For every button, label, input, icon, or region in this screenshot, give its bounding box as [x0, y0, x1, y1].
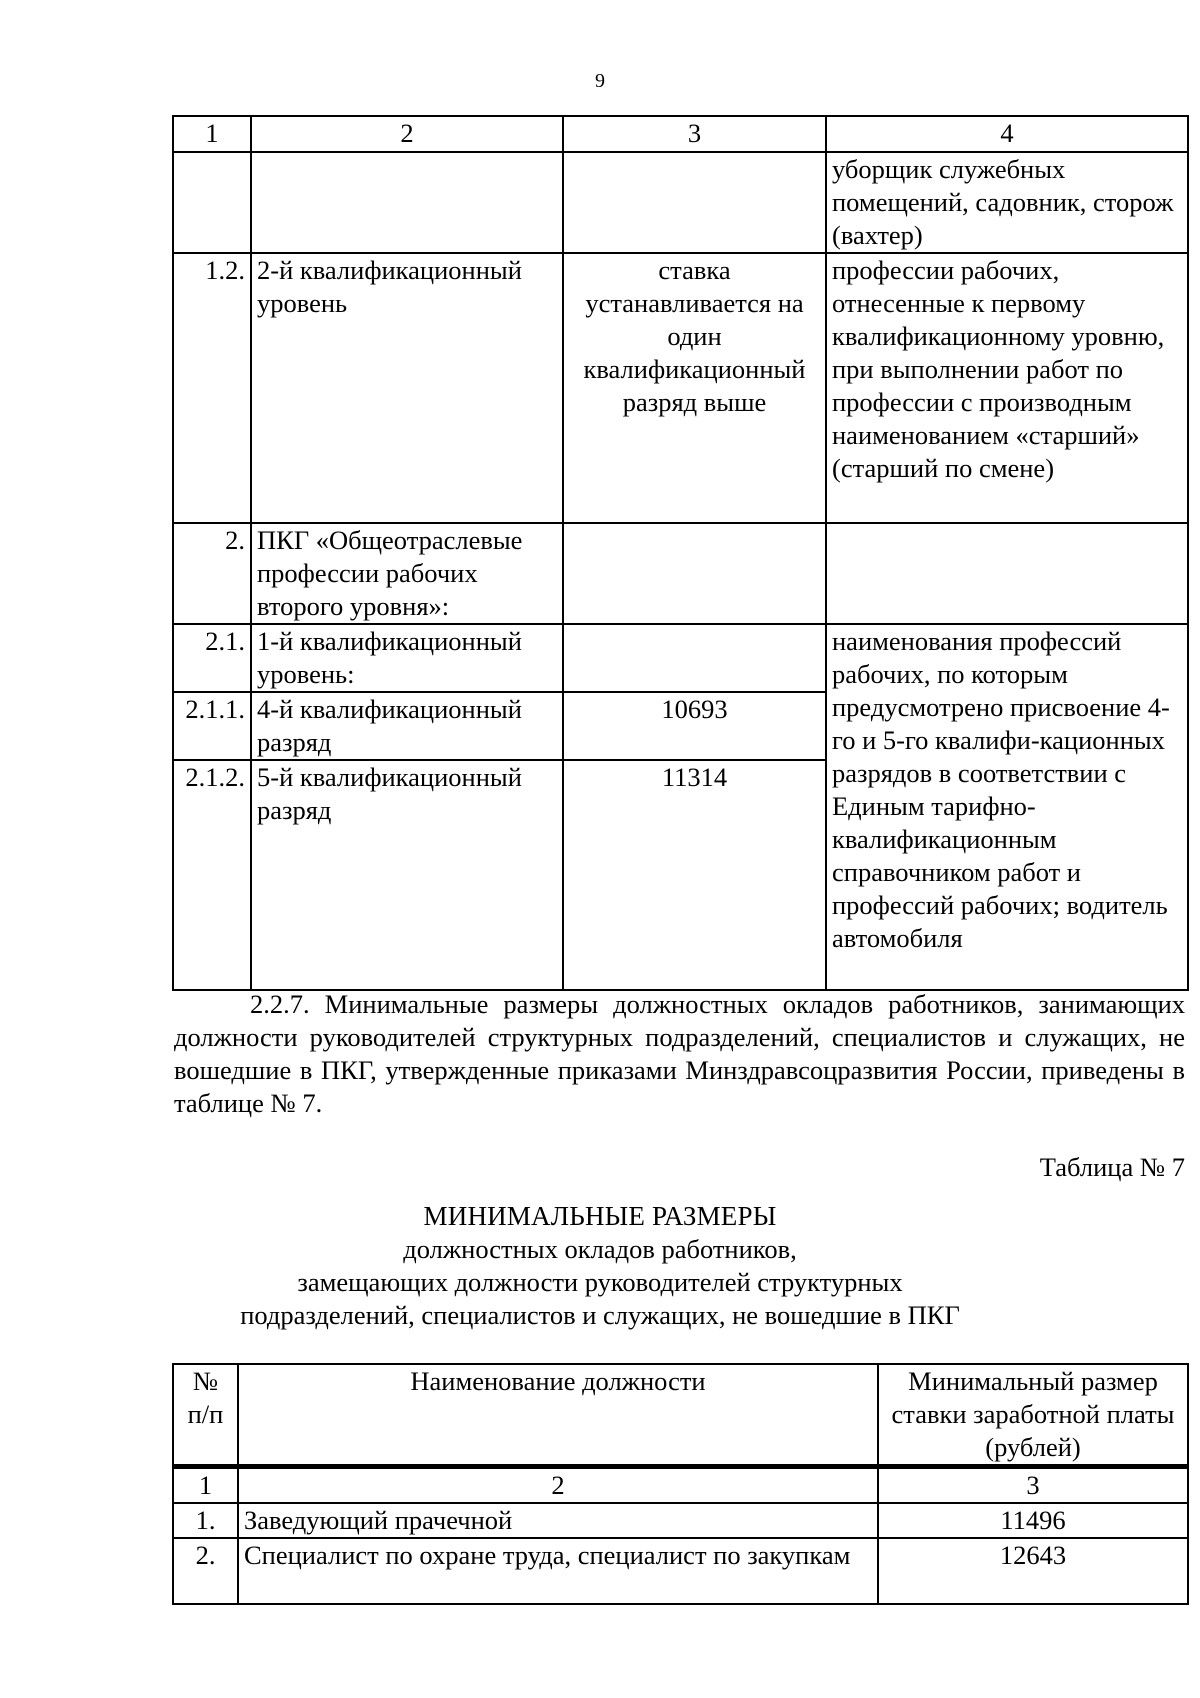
table-label: Таблица № 7: [1039, 1152, 1185, 1182]
row-rate: 11314: [563, 760, 826, 990]
row-rate: 12643: [878, 1538, 1188, 1604]
table-cell: [826, 523, 1188, 624]
row-name: 5-й квалификационный разряд: [251, 760, 563, 990]
table-row: [173, 1503, 1188, 1538]
table-row: [173, 523, 1188, 624]
row-rate: 10693: [563, 692, 826, 760]
row-number: 2.1.2.: [173, 760, 251, 990]
table-cell: [173, 152, 251, 253]
qualification-table: [172, 115, 1189, 991]
table-cell: [563, 624, 826, 692]
table-heading: [0, 1200, 1200, 1332]
row-number: 1.2.: [173, 253, 251, 523]
table-cell: [563, 152, 826, 253]
table-cell: уборщик служебных помещений, садовник, сторож (вахтер): [826, 152, 1188, 253]
row-name: ПКГ «Общеотраслевые профессии рабочих второго уровня»:: [251, 523, 563, 624]
row-name: Специалист по охране труда, специалист по закупкам: [238, 1538, 878, 1604]
header-rate: Минимальный размер ставки заработной платы (рублей): [878, 1364, 1188, 1467]
row-name: Заведующий прачечной: [238, 1503, 878, 1538]
row-name: 1-й квалификационный уровень:: [251, 624, 563, 692]
table-row: [173, 624, 1188, 692]
row-rate: ставка устанавливается на один квалификационный разряд выше: [563, 253, 826, 523]
row-number: 2.: [173, 1538, 238, 1604]
heading-line: замещающих должности руководителей структурных: [297, 1267, 903, 1297]
table-row: [173, 152, 1188, 253]
index-cell: 2: [238, 1467, 878, 1504]
index-cell: 1: [173, 1467, 238, 1504]
row-number: 2.: [173, 523, 251, 624]
row-number: 1.: [173, 1503, 238, 1538]
table-index-row: [173, 1467, 1188, 1504]
header-cell: 4: [826, 116, 1188, 152]
row-number: 2.1.1.: [173, 692, 251, 760]
header-num: № п/п: [173, 1364, 238, 1467]
heading-title: МИНИМАЛЬНЫЕ РАЗМЕРЫ: [423, 1201, 777, 1231]
heading-line: подразделений, специалистов и служащих, не вошедшие в ПКГ: [240, 1300, 960, 1330]
table-cell: [563, 523, 826, 624]
table-header-row: [173, 116, 1188, 152]
paragraph-2-2-7: [174, 988, 1185, 1120]
table-row: [173, 253, 1188, 523]
header-cell: 2: [251, 116, 563, 152]
row-name: 2-й квалификационный уровень: [251, 253, 563, 523]
index-cell: 3: [878, 1467, 1188, 1504]
page-number: 9: [595, 70, 605, 92]
paragraph-text: 2.2.7. Минимальные размеры должностных окладов работников, занимающих должности руководителей структурных подразделений, специалистов и служащих, не вошедшие в ПКГ, утвержденные приказами Минздравсоцразвития России, приведены в таблице № 7.: [174, 989, 1185, 1118]
salary-table: [172, 1363, 1189, 1605]
table-cell: [251, 152, 563, 253]
row-description: наименования профессий рабочих, по которым предусмотрено присвоение 4-го и 5-го квалифи-кационных разрядов в соответствии с Единым тарифно-квалификационным справочником работ и профессий рабочих; водитель автомобиля: [826, 624, 1188, 990]
heading-line: должностных окладов работников,: [403, 1234, 797, 1264]
table-header-row: [173, 1364, 1188, 1467]
header-cell: 1: [173, 116, 251, 152]
header-name: Наименование должности: [238, 1364, 878, 1467]
row-description: профессии рабочих, отнесенные к первому квалификационному уровню, при выполнении работ по профессии с производным наименованием «старший» (старший по смене): [826, 253, 1188, 523]
table-row: [173, 1538, 1188, 1604]
header-cell: 3: [563, 116, 826, 152]
row-rate: 11496: [878, 1503, 1188, 1538]
row-name: 4-й квалификационный разряд: [251, 692, 563, 760]
row-number: 2.1.: [173, 624, 251, 692]
